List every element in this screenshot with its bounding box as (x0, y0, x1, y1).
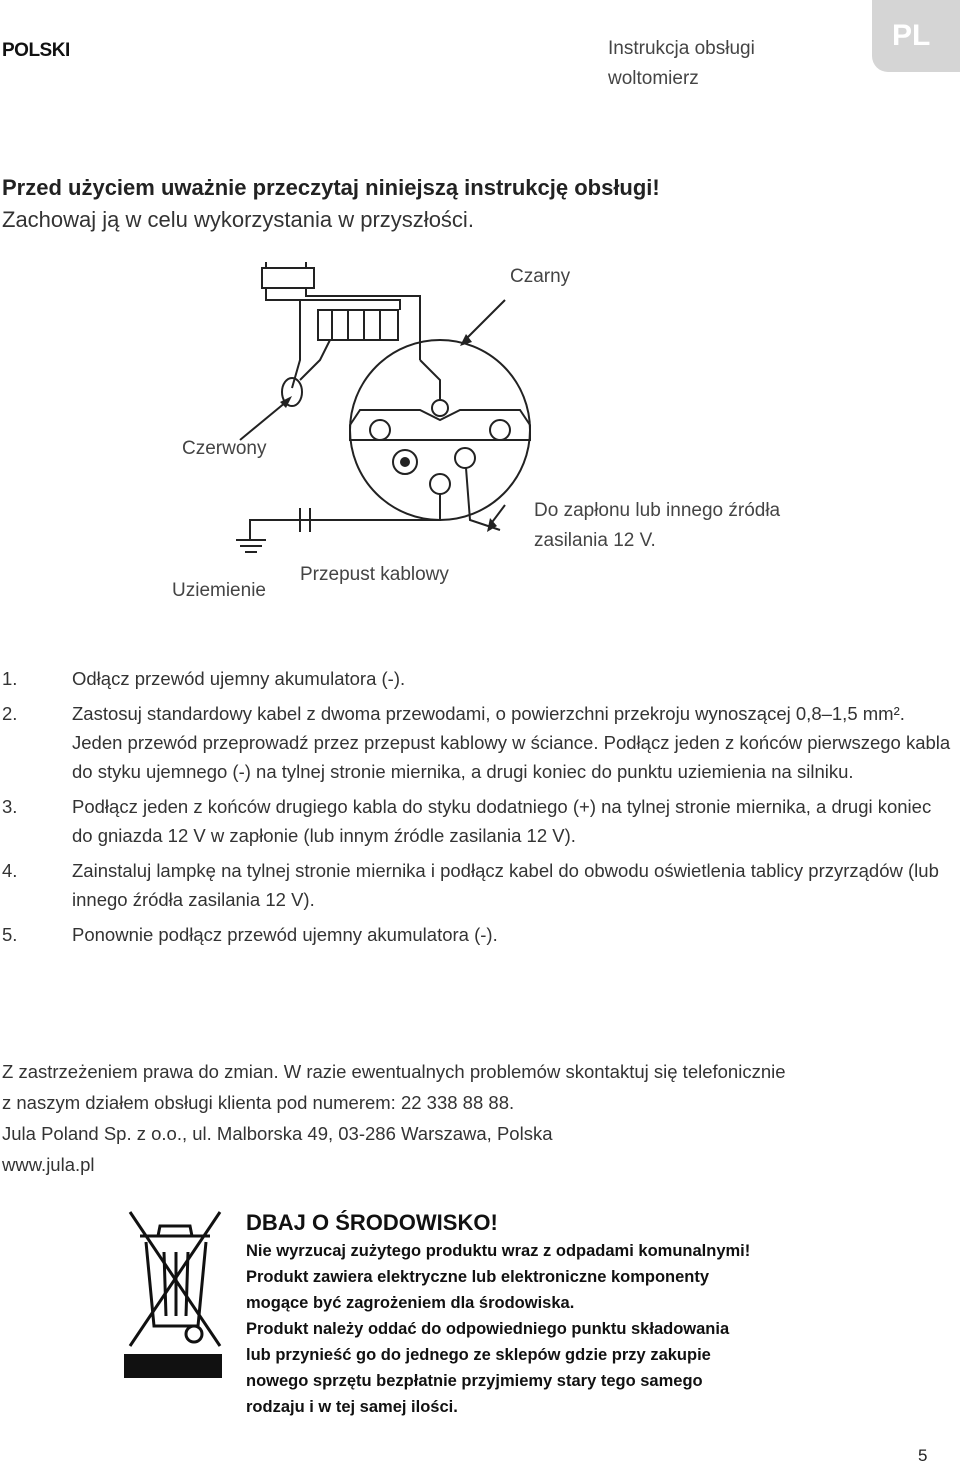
step-item (2, 920, 952, 949)
battery-symbol (262, 268, 314, 288)
step-item (2, 664, 952, 693)
document-title-line1: Instrukcja obsługi (608, 38, 755, 59)
step-text: Odłącz przewód ujemny akumulatora (-). (72, 668, 406, 689)
read-instructions-warning (2, 172, 660, 236)
step-item (2, 792, 952, 850)
step-item (2, 856, 952, 914)
contact-line: z naszym działem obsługi klienta pod numerem: 22 338 88 88. (2, 1092, 515, 1113)
environment-line: rodzaju i w tej samej ilości. (246, 1398, 458, 1416)
positive-terminal (455, 448, 475, 468)
warning-line-bold: Przed użyciem uważnie przeczytaj niniejszą instrukcję obsługi! (2, 175, 660, 200)
environment-notice (246, 1238, 806, 1420)
label-ground: Uziemienie (172, 580, 266, 601)
environment-line: lub przynieść go do jednego ze sklepów gdzie przy zakupie (246, 1346, 711, 1364)
page-number: 5 (918, 1446, 928, 1465)
environment-line: Produkt należy oddać do odpowiedniego punktu składowania (246, 1320, 730, 1338)
wiring-diagram (0, 250, 960, 630)
contact-line: Z zastrzeżeniem prawa do zmian. W razie ewentualnych problemów skontaktuj się telefonicznie (2, 1061, 786, 1082)
step-number: 5. (2, 924, 18, 945)
step-number: 3. (2, 796, 18, 817)
step-text: Zainstaluj lampkę na tylnej stronie miernika i podłącz kabel do obwodu oświetlenia tablicy przyrządów (lub innego źródła zasilania 12 V). (72, 860, 939, 910)
language-tab-label: PL (892, 19, 931, 52)
document-title-line2: woltomierz (608, 68, 699, 89)
fuse-block (318, 310, 398, 340)
environment-line: nowego sprzętu bezpłatnie przyjmiemy stary tego samego (246, 1372, 703, 1390)
language-tab (872, 0, 960, 72)
document-title (608, 34, 755, 94)
label-red-wire: Czerwony (182, 438, 267, 459)
environment-line: Nie wyrzucaj zużytego produktu wraz z odpadami komunalnymi! (246, 1242, 751, 1260)
step-number: 2. (2, 703, 18, 724)
label-ignition-line2: zasilania 12 V. (534, 530, 656, 551)
step-number: 4. (2, 860, 18, 881)
warning-line-normal: Zachowaj ją w celu wykorzystania w przyszłości. (2, 207, 474, 232)
contact-website-link[interactable]: www.jula.pl (2, 1154, 95, 1175)
step-item (2, 699, 952, 786)
step-text: Zastosuj standardowy kabel z dwoma przewodami, o powierzchni przekroju wynoszącej 0,8–1,5 mm². Jeden przewód przeprowadź przez przepust kablowy w ściance. Podłącz jeden z końców pierwszego kabla do styku ujemnego (-) na tylnej stronie miernika, a drugi koniec do punktu uziemienia na silniku. (72, 703, 951, 782)
step-number: 1. (2, 668, 18, 689)
label-black-wire: Czarny (510, 266, 571, 287)
installation-steps (2, 664, 952, 955)
step-text: Podłącz jeden z końców drugiego kabla do styku dodatniego (+) na tylnej stronie miernika, a drugi koniec do gniazda 12 V w zapłonie (lub innym źródle zasilania 12 V). (72, 796, 932, 846)
label-ignition (534, 496, 780, 556)
crossed-bin-icon (118, 1206, 228, 1382)
label-grommet: Przepust kablowy (300, 564, 449, 585)
environment-line: mogące być zagrożeniem dla środowiska. (246, 1294, 575, 1312)
step-text: Ponownie podłącz przewód ujemny akumulatora (-). (72, 924, 498, 945)
language-label: POLSKI (2, 40, 70, 61)
environment-line: Produkt zawiera elektryczne lub elektroniczne komponenty (246, 1268, 710, 1286)
environment-title: DBAJ O ŚRODOWISKO! (246, 1210, 498, 1235)
contact-address: Jula Poland Sp. z o.o., ul. Malborska 49, 03-286 Warszawa, Polska (2, 1123, 553, 1144)
arrow-ignition (487, 518, 497, 532)
label-ignition-line1: Do zapłonu lub innego źródła (534, 500, 781, 521)
contact-info (2, 1056, 786, 1180)
